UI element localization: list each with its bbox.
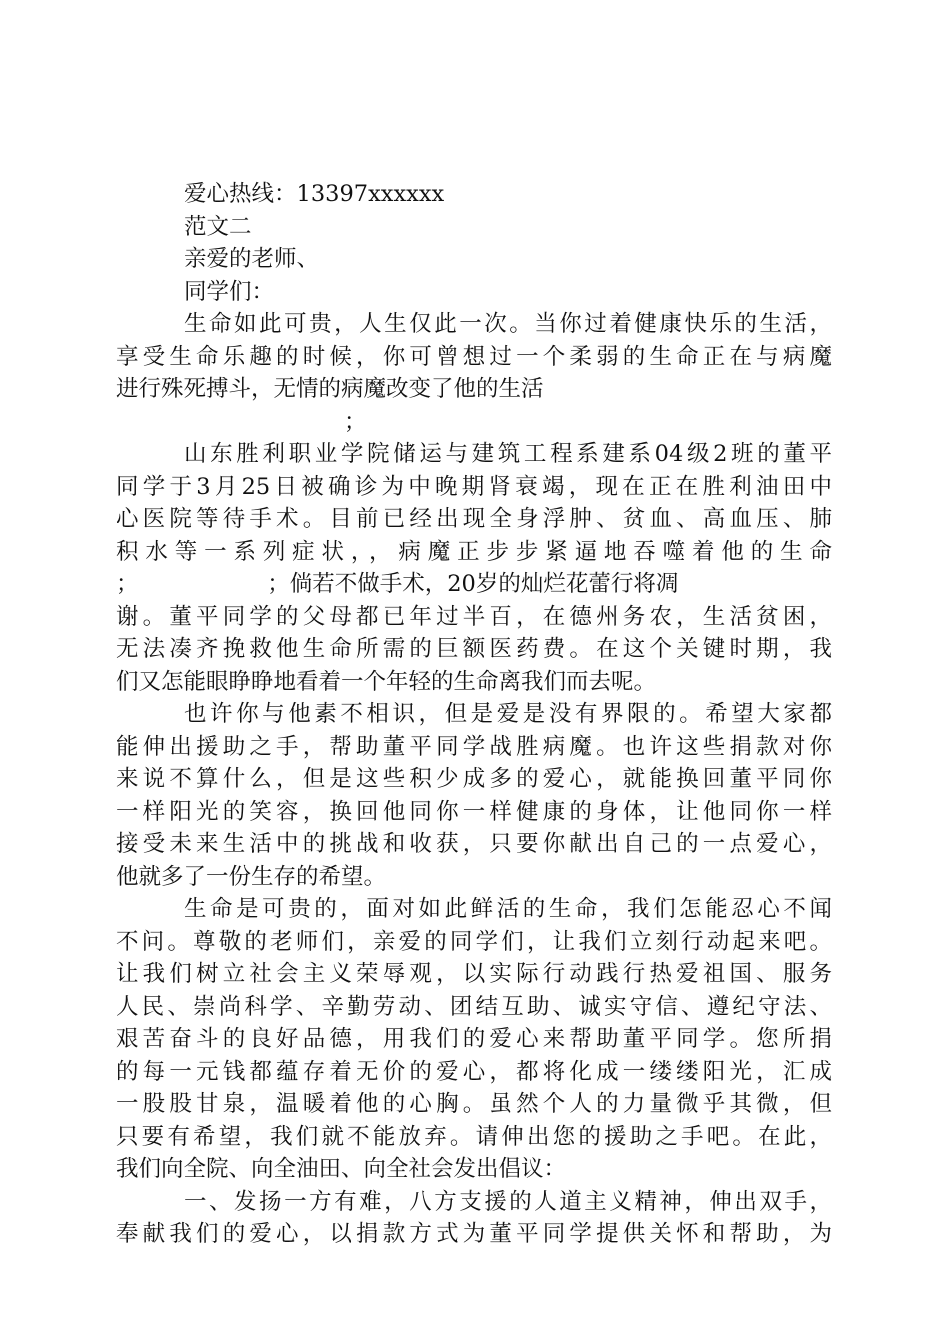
paragraph-1-line-3: 进行殊死搏斗，无情的病魔改变了他的生活 <box>116 376 544 402</box>
paragraph-2-line-1: 山东胜利职业学院储运与建筑工程系建系04级2班的董平 <box>184 441 832 467</box>
paragraph-4-line-7: 一股股甘泉，温暖着他的心胸。虽然个人的力量微乎其微，但 <box>116 1091 832 1117</box>
paragraph-1-line-1: 生命如此可贵，人生仅此一次。当你过着健康快乐的生活， <box>184 311 832 337</box>
document-body <box>116 178 832 1251</box>
paragraph-2-line-6: 谢。董平同学的父母都已年过半百，在德州务农，生活贫困， <box>116 603 832 630</box>
salutation-line-2: 同学们： <box>184 278 275 305</box>
paragraph-2-line-4: 积水等一系列症状，，病魔正步步紧逼地吞噬着他的生命 <box>116 538 832 565</box>
section-title: 范文二 <box>184 213 252 240</box>
paragraph-2-line-2: 同学于3月25日被确诊为中晚期肾衰竭，现在正在胜利油田中 <box>116 473 832 500</box>
paragraph-3-line-5: 接受未来生活中的挑战和收获，只要你献出自己的一点爱心， <box>116 831 832 857</box>
paragraph-4-line-6: 的每一元钱都蕴存着无价的爱心，都将化成一缕缕阳光，汇成 <box>116 1058 832 1085</box>
paragraph-3-line-1: 也许你与他素不相识，但是爱是没有界限的。希望大家都 <box>184 701 832 727</box>
paragraph-4-line-5: 艰苦奋斗的良好品德，用我们的爱心来帮助董平同学。您所捐 <box>116 1026 832 1052</box>
paragraph-2-line-8: 们又怎能眼睁睁地看着一个年轻的生命离我们而去呢。 <box>116 668 657 695</box>
paragraph-5-line-2: 奉献我们的爱心，以捐款方式为董平同学提供关怀和帮助，为 <box>116 1221 832 1247</box>
paragraph-4-line-4: 人民、崇尚科学、辛勤劳动、团结互助、诚实守信、遵纪守法、 <box>116 993 832 1020</box>
paragraph-1-line-4: ； <box>344 408 367 435</box>
paragraph-4-line-1: 生命是可贵的，面对如此鲜活的生命，我们怎能忍心不闻 <box>184 896 832 922</box>
paragraph-3-line-6: 他就多了一份生存的希望。 <box>116 863 387 890</box>
paragraph-4-line-8: 只要有希望，我们就不能放弃。请伸出您的援助之手吧。在此， <box>116 1123 832 1150</box>
paragraph-3-line-3: 来说不算什么，但是这些积少成多的爱心，就能换回董平同你 <box>116 766 832 792</box>
paragraph-2-line-3: 心医院等待手术。目前已经出现全身浮肿、贫血、高血压、肺 <box>116 506 832 532</box>
paragraph-4-line-9: 我们向全院、向全油田、向全社会发出倡议： <box>116 1156 567 1182</box>
paragraph-1-line-2: 享受生命乐趣的时候，你可曾想过一个柔弱的生命正在与病魔 <box>116 343 832 370</box>
paragraph-3-line-2: 能伸出援助之手，帮助董平同学战胜病魔。也许这些捐款对你 <box>116 733 832 760</box>
paragraph-3-line-4: 一样阳光的笑容，换回他同你一样健康的身体，让他同你一样 <box>116 798 832 825</box>
paragraph-2-line-7: 无法凑齐挽救他生命所需的巨额医药费。在这个关键时期，我 <box>116 636 832 662</box>
salutation-line-1: 亲爱的老师、 <box>184 246 320 272</box>
paragraph-2-line-5: ； ；倘若不做手术，20岁的灿烂花蕾行将凋 <box>116 571 679 597</box>
hotline-line: 爱心热线：13397xxxxxx <box>184 181 445 207</box>
paragraph-4-line-2: 不问。尊敬的老师们，亲爱的同学们，让我们立刻行动起来吧。 <box>116 928 832 955</box>
paragraph-5-line-1: 一、发扬一方有难，八方支援的人道主义精神，伸出双手， <box>184 1188 832 1215</box>
paragraph-4-line-3: 让我们树立社会主义荣辱观，以实际行动践行热爱祖国、服务 <box>116 961 832 987</box>
